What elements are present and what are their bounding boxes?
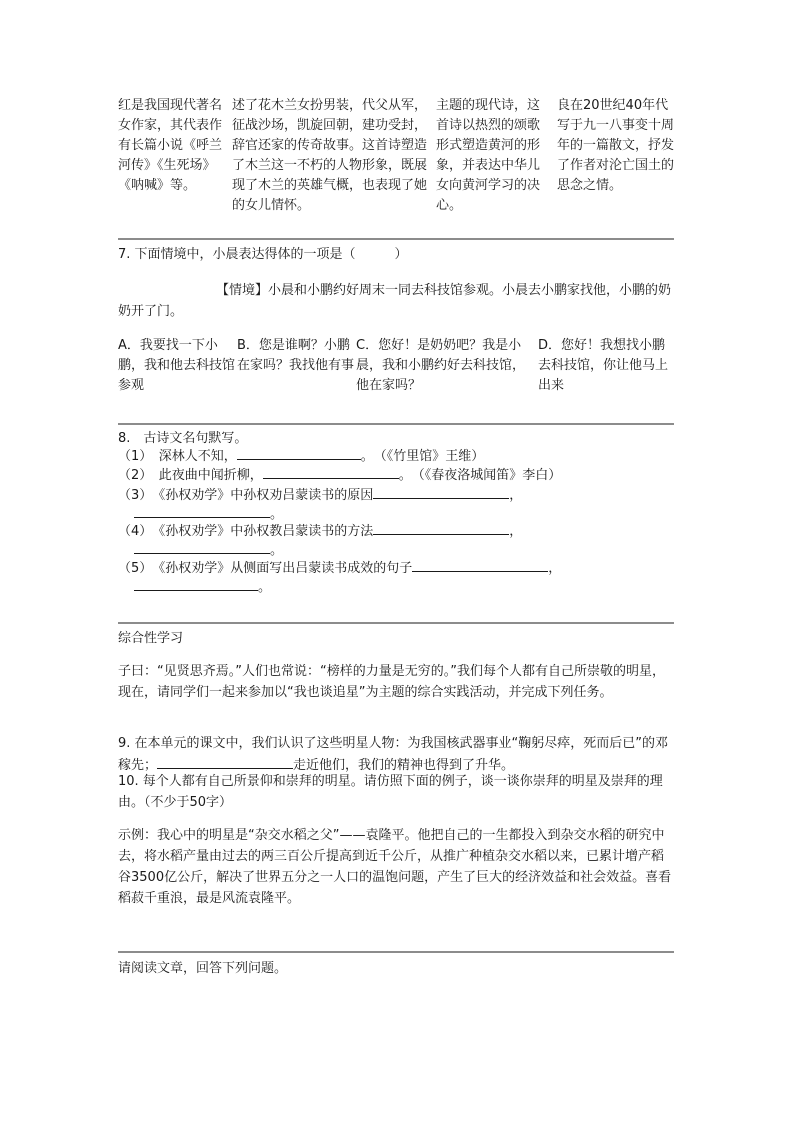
- q8-item-4-prompt: （4） 《孙权劝学》中孙权教吕蒙读书的方法: [118, 524, 374, 539]
- q8-item-5-suffix: ，: [548, 561, 562, 576]
- q8-item-2-suffix: 。 （《春夜洛城闻笛》李白）: [398, 468, 562, 483]
- q8-item-4-blank-b[interactable]: [134, 539, 270, 554]
- divider-4: [118, 951, 674, 953]
- q6-column-3: 主题的现代诗，这首诗以热烈的颂歌形式塑造黄河的形象，并表达中华儿女向黄河学习的决心。: [436, 98, 541, 213]
- q8-item-2-blank[interactable]: [263, 464, 399, 479]
- q8-item-3-end: 。: [270, 507, 284, 522]
- q8-item-2: [118, 464, 674, 486]
- q8-item-5-end: 。: [258, 580, 272, 595]
- q8-item-4-suffix: ，: [509, 524, 523, 539]
- q8-item-4-blank-a[interactable]: [373, 520, 509, 535]
- q8-item-3-blank-b[interactable]: [134, 503, 270, 518]
- divider-2: [118, 423, 674, 425]
- q8-item-1-blank[interactable]: [237, 445, 361, 460]
- q9-blank[interactable]: [157, 754, 293, 769]
- q8-stem: 8. 古诗文名句默写。: [118, 431, 248, 446]
- reading-instruction: 请阅读文章，回答下列问题。: [118, 961, 288, 976]
- q9-suffix: 走近他们，我们的精神也得到了升华。: [293, 758, 515, 773]
- q8-item-3-blank-a[interactable]: [373, 484, 509, 499]
- q8-item-1-suffix: 。 （《竹里馆》王维）: [360, 449, 485, 464]
- q8-item-3-suffix: ，: [509, 488, 523, 503]
- q8-item-5-blank-b[interactable]: [134, 576, 258, 591]
- q9-prompt: 9. 在本单元的课文中，我们认识了这些明星人物：为我国核武器事业“鞠躬尽瘁，死而后已”的邓稼先；: [118, 736, 669, 773]
- q8-item-5-prompt: （5） 《孙权劝学》从侧面写出吕蒙读书成效的句子: [118, 561, 413, 576]
- q8-item-1-prompt: （1） 深林人不知，: [118, 449, 237, 464]
- q7-option-a: A．我要找一下小鹏，我和他去科技馆参观: [118, 338, 236, 393]
- comprehensive-heading: 综合性学习: [118, 631, 184, 646]
- q7-situation: 【情境】小晨和小鹏约好周末一同去科技馆参观。小晨去小鹏家找他，小鹏的奶奶开了门。: [118, 283, 672, 319]
- q8-item-3-prompt: （3） 《孙权劝学》中孙权劝吕蒙读书的原因: [118, 488, 374, 503]
- q7-option-c: C．您好！是奶奶吧？我是小晨，我和小鹏约好去科技馆，他在家吗？: [356, 338, 526, 393]
- q8-item-5-blank-a[interactable]: [412, 557, 548, 572]
- q7-option-b: B．您是谁啊？小鹏在家吗？我找他有事: [237, 338, 355, 373]
- divider-1: [118, 238, 674, 240]
- comprehensive-intro: 子曰：“见贤思齐焉。”人们也常说：“榜样的力量是无穷的。”我们每个人都有自己所崇敬的明星，现在，请同学们一起来参加以“我也谈追星”为主题的综合实践活动，并完成下列任务。: [118, 664, 665, 700]
- q7-option-d: D．您好！我想找小鹏去科技馆，你让他马上出来: [538, 338, 669, 393]
- q6-column-1: 红是我国现代著名女作家，其代表作有长篇小说《呼兰河传》《生死场》《呐喊》等。: [118, 98, 223, 193]
- q8-item-4-end: 。: [270, 543, 284, 558]
- q6-column-4: 良在20世纪40年代写于九一八事变十周年的一篇散文，抒发了作者对沦亡国土的思念之情。: [557, 98, 675, 193]
- q7-stem: 7. 下面情境中，小晨表达得体的一项是（ ）: [118, 247, 408, 262]
- q6-column-2: 述了花木兰女扮男装，代父从军，征战沙场，凯旋回朝，建功受封，辞官还家的传奇故事。这首诗塑造了木兰这一不朽的人物形象，既展现了木兰的英雄气概，也表现了她的女儿情怀。: [232, 98, 428, 213]
- q10-example: 示例：我心中的明星是“杂交水稻之父”——袁隆平。他把自己的一生都投入到杂交水稻的研究中去，将水稻产量由过去的两三百公斤提高到近千公斤，从推广种植杂交水稻以来，已累计增产稻谷3500亿公斤，解决了世界五分之一人口的温饱问题，产生了巨大的经济效益和社会效益。喜看稻菽千重浪，最是风流袁隆平。: [118, 828, 672, 906]
- q10: 10. 每个人都有自己所景仰和崇拜的明星。请仿照下面的例子，谈一谈你崇拜的明星及崇拜的理由。（不少于50字）: [118, 774, 663, 810]
- divider-3: [118, 622, 674, 624]
- q8-item-5-line-2: [118, 576, 271, 598]
- q8-item-2-prompt: （2） 此夜曲中闻折柳，: [118, 468, 263, 483]
- q9: [118, 733, 674, 776]
